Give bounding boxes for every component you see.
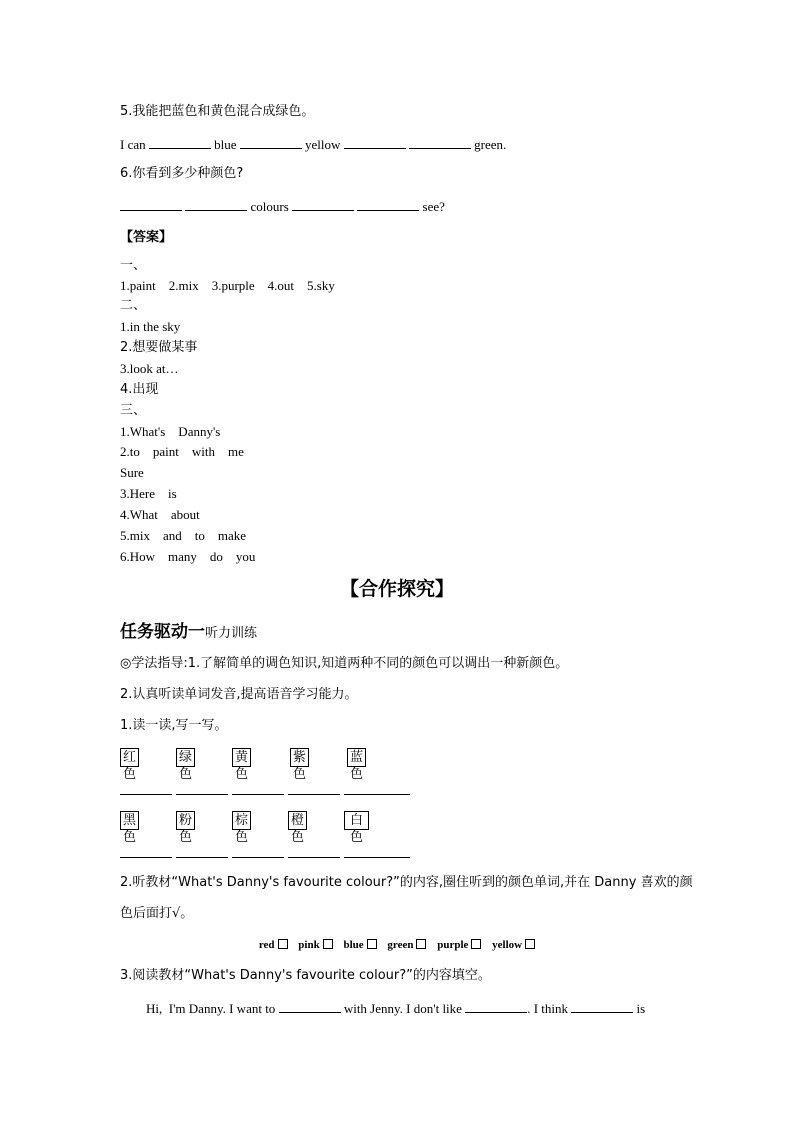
task-title (120, 617, 257, 642)
answer-three-item: 3.Here is (120, 486, 177, 501)
checkbox[interactable] (416, 939, 426, 949)
q6-prompt: 6.你看到多少种颜色? (120, 166, 244, 181)
color-box: 黑色 (120, 811, 139, 830)
guide-line-1: ◎学法指导:1.了解简单的调色知识,知道两种不同的颜色可以调出一种新颜色。 (120, 656, 569, 671)
answer-two-item: 1.in the sky (120, 319, 181, 334)
color-option: pink (298, 939, 332, 951)
blank[interactable] (465, 1000, 527, 1013)
answer-three-item: 6.How many do you (120, 549, 256, 564)
blank[interactable] (120, 794, 172, 795)
task-title-main: 任务驱动一 (120, 622, 205, 642)
blank[interactable] (344, 857, 410, 858)
blank[interactable] (149, 136, 211, 149)
exercise-2-prompt-line-2: 色后面打√。 (120, 906, 194, 921)
answer-three-item: 4.What about (120, 507, 200, 522)
answer-two-item: 2.想要做某事 (120, 340, 198, 355)
blank[interactable] (279, 1000, 341, 1013)
color-box: 橙色 (288, 811, 307, 830)
blank[interactable] (176, 857, 228, 858)
blank[interactable] (344, 794, 410, 795)
checkbox[interactable] (367, 939, 377, 949)
answer-section-one: 一、 (120, 258, 147, 273)
color-option: green (387, 939, 426, 951)
blank[interactable] (240, 136, 302, 149)
exercise-1-prompt: 1.读一读,写一写。 (120, 718, 228, 733)
color-word-checklist (0, 939, 794, 951)
checkbox[interactable] (525, 939, 535, 949)
blank[interactable] (232, 794, 284, 795)
answer-section-two: 二、 (120, 298, 147, 313)
color-option: yellow (492, 939, 535, 951)
q6-sentence: colours see? (120, 198, 445, 215)
color-box: 粉色 (176, 811, 195, 830)
blank[interactable] (288, 794, 340, 795)
q5-prompt: 5.我能把蓝色和黄色混合成绿色。 (120, 104, 315, 119)
blank[interactable] (292, 198, 354, 211)
blank[interactable] (232, 857, 284, 858)
blank[interactable] (185, 198, 247, 211)
guide-line-2: 2.认真听读单词发音,提高语音学习能力。 (120, 687, 358, 702)
blank[interactable] (357, 198, 419, 211)
blank[interactable] (409, 136, 471, 149)
color-box: 蓝色 (347, 748, 366, 767)
blank[interactable] (120, 857, 172, 858)
answer-two-item: 4.出现 (120, 382, 159, 397)
color-option: purple (437, 939, 481, 951)
answer-heading: 【答案】 (120, 230, 173, 245)
answer-three-item: 5.mix and to make (120, 528, 247, 543)
answer-three-item: Sure (120, 465, 144, 480)
blank[interactable] (571, 1000, 633, 1013)
section-title: 【合作探究】 (339, 578, 454, 600)
checkbox[interactable] (471, 939, 481, 949)
blank[interactable] (288, 857, 340, 858)
answer-section-three: 三、 (120, 403, 147, 418)
color-box: 紫色 (290, 748, 309, 767)
color-option: red (259, 939, 288, 951)
checkbox[interactable] (278, 939, 288, 949)
answer-two-item: 3.look at… (120, 361, 179, 376)
checkbox[interactable] (323, 939, 333, 949)
color-box: 黄色 (232, 748, 251, 767)
color-box: 红色 (120, 748, 139, 767)
answer-three-item: 1.What's Danny's (120, 424, 221, 439)
color-box: 棕色 (232, 811, 251, 830)
color-box: 白色 (344, 811, 369, 830)
color-option: blue (343, 939, 376, 951)
blank[interactable] (120, 198, 182, 211)
color-box: 绿色 (176, 748, 195, 767)
passage-line: Hi, I'm Danny. I want to with Jenny. I don't like . I think is (146, 1001, 646, 1016)
blank[interactable] (176, 794, 228, 795)
q5-sentence: I can blue yellow green. (120, 137, 507, 152)
exercise-2-prompt-line-1: 2.听教材“What's Danny's favourite colour?”的内容,圈住听到的颜色单词,并在 Danny 喜欢的颜 (120, 875, 693, 890)
blank[interactable] (344, 136, 406, 149)
answer-three-item: 2.to paint with me (120, 444, 244, 459)
exercise-3-prompt: 3.阅读教材“What's Danny's favourite colour?”的内容填空。 (120, 968, 491, 983)
answer-one-line: 1.paint 2.mix 3.purple 4.out 5.sky (120, 278, 335, 293)
task-title-sub: 听力训练 (205, 626, 258, 641)
